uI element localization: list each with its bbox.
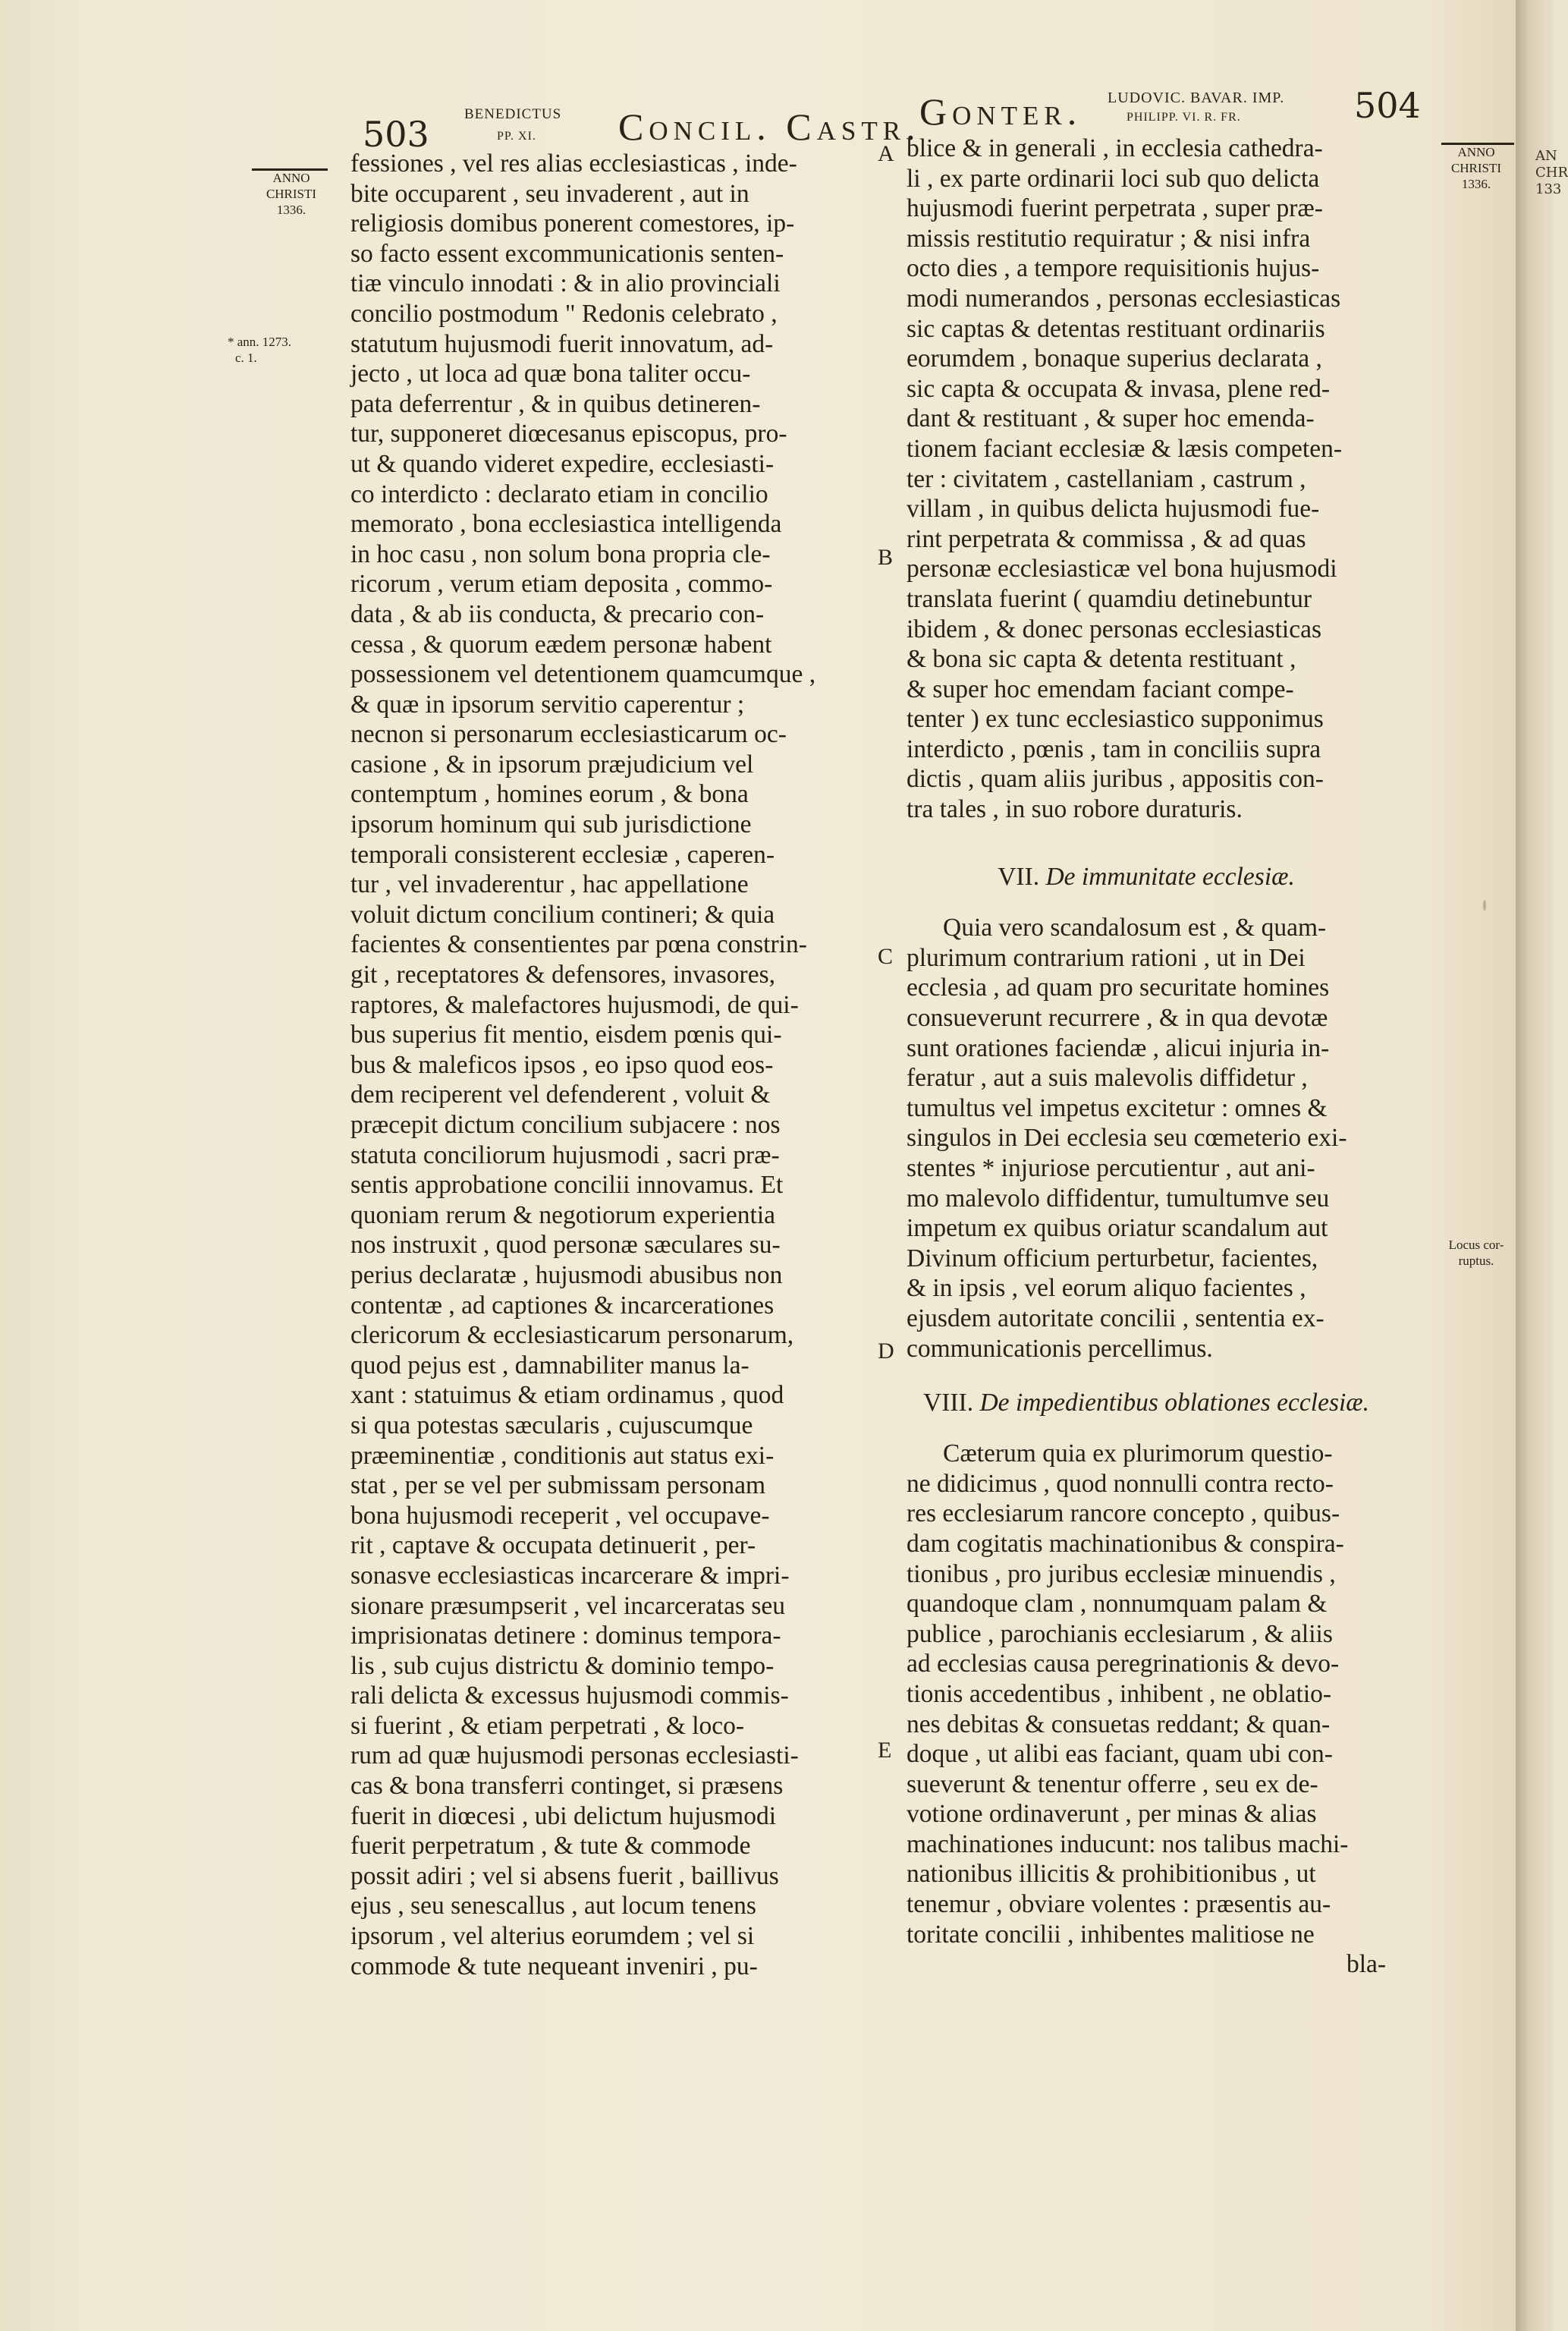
adjacent-page-edge [1516,0,1568,2331]
spacer [907,899,1386,913]
text-line: ibidem , & donec personas ecclesiasticas [907,615,1321,643]
anno-word: ANNO [272,171,310,185]
text-line: modi numerandos , personas ecclesiasticas [907,284,1341,313]
text-line: sic capta & occupata & invasa, plene red- [907,374,1331,403]
spacer [907,1364,1386,1380]
section-vii-body [907,913,1386,1364]
text-line: bla- [1346,1950,1387,1979]
text-line: bus & maleficos ipsos , eo ipso quod eos- [350,1050,774,1079]
text-line: perius declaratæ , hujusmodi abusibus non [350,1260,783,1289]
text-line: sentis approbatione concilii innovamus. Et [350,1171,784,1200]
text-line: casione , & in ipsorum præjudicium vel [350,750,754,779]
text-line: votione ordinaverunt , per minas & alias [907,1800,1317,1829]
left-running-subhead: PP. XI. [497,130,536,143]
text-line: præcepit dictum concilium subjacere : nos [350,1111,781,1139]
section-letter-d: D [878,1339,894,1364]
text-line: villam , in quibus delicta hujusmodi fue- [907,495,1320,524]
text-line: stat , per se vel per submissam personam [350,1471,766,1500]
text-line: dant & restituant , & super hoc emenda- [907,404,1315,433]
text-line: ejus , seu senescallus , aut locum tenens [350,1892,756,1920]
right-column-continuation [907,134,1386,825]
spacer [907,825,1386,855]
text-line: nos instruxit , quod personæ sæculares su- [350,1231,781,1260]
gutter-fragment: 133 [1535,181,1562,197]
text-line: nationibus illicitis & prohibitionibus , ut [907,1860,1316,1889]
text-line: rint perpetrata & commissa , & ad quas [907,524,1306,553]
gutter-fragment: CHR [1535,165,1568,181]
text-line: tionis accedentibus , inhibent , ne oblatio- [907,1679,1332,1708]
text-line: statuta conciliorum hujusmodi , sacri præ- [350,1140,780,1169]
section-letter-b: B [878,545,894,570]
section-viii-number: VIII. [923,1389,974,1417]
text-line: & quæ in ipsorum servitio caperentur ; [350,690,745,719]
text-line: rum ad quæ hujusmodi personas ecclesiasti- [350,1741,799,1770]
section-vii-heading [907,854,1386,899]
text-line: ejusdem autoritate concilii , sententia ex- [907,1304,1324,1332]
gutter-fragment: AN [1535,148,1557,164]
text-line: interdicto , pœnis , tam in conciliis supra [907,735,1321,763]
text-line: impetum ex quibus oriatur scandalum aut [907,1214,1328,1243]
text-line: rit , captave & occupata detinuerit , per- [350,1531,756,1560]
text-line: mo malevolo diffidentur, tumultumve seu [907,1184,1330,1213]
reference-chapter: c. 1. [235,351,257,365]
text-line: blice & in generali , in ecclesia cathedra- [907,134,1323,162]
anno-note-right [1437,144,1516,192]
text-line: statutum hujusmodi fuerit innovatum, ad- [350,329,774,358]
text-line: sic captas & detentas restituant ordinariis [907,314,1325,343]
locus-note-line: Locus cor- [1448,1238,1504,1252]
text-line: stentes * injuriose percutientur , aut ani- [907,1154,1315,1182]
text-line: res ecclesiarum rancore concepto , quibus- [907,1499,1340,1528]
text-line: & super hoc emendam faciant compe- [907,675,1294,703]
text-line: doque , ut alibi eas faciant, quam ubi con- [907,1740,1333,1769]
section-vii-title: De immunitate ecclesiæ. [1045,863,1295,892]
text-line: tiæ vinculo innodati : & in alio provinciali [350,269,781,298]
section-viii-heading [907,1380,1386,1425]
text-line: rali delicta & excessus hujusmodi commis- [350,1681,789,1710]
text-line: ecclesia , ad quam pro securitate homines [907,974,1330,1002]
text-line: li , ex parte ordinarii loci sub quo delicta [907,164,1320,193]
section-letter-e: E [878,1738,892,1763]
text-line: sionare præsumpserit , vel incarceratas seu [350,1591,786,1620]
text-line: sueverunt & tenentur offerre , seu ex de- [907,1769,1318,1798]
text-line: cas & bona transferri continget, si præsens [350,1772,784,1801]
text-line: memorato , bona ecclesiastica intelligenda [350,510,782,539]
text-line: dem reciperent vel defenderent , voluit & [350,1081,771,1109]
text-line: si qua potestas sæcularis , cujuscumque [350,1411,753,1439]
text-line: & in ipsis , vel eorum aliquo facientes , [907,1274,1306,1303]
text-line: dictis , quam aliis juribus , appositis con- [907,765,1324,794]
text-line: singulos in Dei ecclesia seu cœmeterio exi- [907,1124,1347,1153]
right-running-subhead: PHILIPP. VI. R. FR. [1127,111,1241,124]
text-line: quoniam rerum & negotiorum experientia [350,1200,776,1229]
text-line: co interdicto : declarato etiam in concilio [350,480,768,508]
text-line: contentæ , ad captiones & incarcerationes [350,1291,775,1320]
text-line: tur , vel invaderentur , hac appellatione [350,870,749,899]
text-line: raptores, & malefactores hujusmodi, de qui- [350,990,799,1019]
text-line: translata fuerint ( quamdiu detinebuntur [907,584,1312,613]
text-line: tionem faciant ecclesiæ & læsis competen- [907,434,1342,463]
text-line: clericorum & ecclesiasticarum personarum, [350,1321,794,1350]
anno-year: 1336. [1461,177,1491,191]
anno-note-left [250,170,332,218]
text-line: Divinum officium perturbetur, facientes, [907,1244,1318,1272]
text-line: ter : civitatem , castellaniam , castrum , [907,464,1306,493]
text-line: machinationes inducunt: nos talibus machi- [907,1829,1349,1858]
right-page-number: 504 [1354,85,1421,126]
right-text-column [907,134,1386,1980]
text-line: data , & ab iis conducta, & precario con- [350,599,765,628]
text-line: communicationis percellimus. [907,1334,1213,1363]
text-line: xant : statuimus & etiam ordinamus , quod [350,1381,784,1410]
left-text-column [350,149,815,1981]
reference-year: * ann. 1273. [228,335,292,349]
anno-word: ANNO [1457,145,1495,159]
text-line: in hoc casu , non solum bona propria cle- [350,539,771,568]
text-line: voluit dictum concilium contineri; & quia [350,900,775,929]
text-line: si fuerint , & etiam perpetrati , & loco- [350,1711,745,1740]
section-viii-body [907,1439,1386,1980]
text-line: cessa , & quorum eædem personæ habent [350,630,772,659]
text-line: lis , sub cujus districtu & dominio tempo- [350,1651,775,1680]
section-letter-c: C [878,944,894,969]
text-line: tra tales , in suo robore duraturis. [907,795,1243,824]
text-line: contemptum , homines eorum , & bona [350,780,749,809]
text-line: dam cogitatis machinationibus & conspira- [907,1529,1344,1558]
text-line: tumultus vel impetus excitetur : omnes & [907,1093,1328,1122]
text-line: personæ ecclesiasticæ vel bona hujusmodi [907,555,1337,584]
text-line: tur, supponeret diœcesanus episcopus, pro- [350,420,787,448]
left-page-number: 503 [363,114,429,155]
left-running-head: BENEDICTUS [464,106,562,122]
text-line: nes debitas & consuetas reddant; & quan- [907,1710,1331,1738]
text-line: git , receptatores & defensores, invasores, [350,961,775,989]
text-line: feratur , aut a suis malevolis diffidetur , [907,1064,1308,1093]
section-viii-title: De impedientibus oblationes ecclesiæ. [979,1389,1370,1417]
text-line: so facto essent excommunicationis senten- [350,239,784,268]
text-line: tenemur , obviare volentes : præsentis au- [907,1890,1331,1919]
locus-note-line: ruptus. [1458,1254,1494,1268]
text-line: concilio postmodum " Redonis celebrato , [350,299,778,328]
text-line: hujusmodi fuerint perpetrata , super præ- [907,194,1323,223]
text-line: fuerit in diœcesi , ubi delictum hujusmodi [350,1801,777,1830]
text-line: Quia vero scandalosum est , & quam- [943,914,1327,942]
spacer [907,1425,1386,1439]
text-line: ipsorum hominum qui sub jurisdictione [350,810,752,839]
text-line: pata deferrentur , & in quibus detineren- [350,389,761,418]
text-line: sonasve ecclesiasticas incarcerare & impri- [350,1561,790,1590]
text-line: toritate concilii , inhibentes malitiose ne [907,1920,1315,1949]
section-letter-a: A [878,141,894,166]
text-line: temporali consisterent ecclesiæ , caperen- [350,840,775,869]
text-line: imprisionatas detinere : dominus tempora- [350,1622,781,1650]
text-line: præeminentiæ , conditionis aut status exi- [350,1441,775,1470]
text-line: quandoque clam , nonnumquam palam & [907,1590,1328,1618]
paper-speck [1483,900,1486,911]
text-line: consueverunt recurrere , & in qua devotæ [907,1004,1328,1033]
text-line: commode & tute nequeant inveniri , pu- [350,1952,758,1980]
text-line: ricorum , verum etiam deposita , commo- [350,570,773,599]
text-line: fuerit perpetratum , & tute & commode [350,1832,751,1861]
text-line: quod pejus est , damnabiliter manus la- [350,1351,749,1379]
text-line: tenter ) ex tunc ecclesiastico supponimus [907,705,1324,734]
text-line: octo dies , a tempore requisitionis hujus- [907,254,1320,283]
text-line: ut & quando videret expedire, ecclesiasti- [350,449,775,478]
text-line: necnon si personarum ecclesiasticarum oc- [350,720,787,749]
text-line: facientes & consentientes par pœna constrin- [350,930,807,959]
text-line: religiosis domibus ponerent comestores, ip- [350,209,795,238]
locus-corruptus-note [1437,1237,1516,1269]
text-line: & bona sic capta & detenta restituant , [907,645,1296,674]
running-title-right: Gonter. [919,90,1083,133]
section-vii-number: VII. [998,863,1040,892]
text-line: Cæterum quia ex plurimorum questio- [943,1439,1333,1468]
anno-year: 1336. [276,203,306,217]
text-line: bona hujusmodi receperit , vel occupave- [350,1501,770,1530]
text-line: plurimum contrarium rationi , ut in Dei [907,943,1306,972]
text-line: ad ecclesias causa peregrinationis & devo- [907,1650,1340,1678]
text-line: ne didicimus , quod nonnulli contra recto- [907,1469,1334,1498]
running-title-left: Concil. Castr. [618,105,921,148]
reference-note [228,334,341,366]
text-line: fessiones , vel res alias ecclesiasticas , inde- [350,149,797,178]
right-running-head: LUDOVIC. BAVAR. IMP. [1108,90,1285,106]
text-line: eorumdem , bonaque superius declarata , [907,344,1322,373]
paper-speck [948,1480,951,1482]
text-line: missis restitutio requiratur ; & nisi infra [907,224,1311,253]
christi-word: CHRISTI [1450,161,1502,175]
text-line: bite occuparent , seu invaderent , aut in [350,179,749,208]
text-line: publice , parochianis ecclesiarum , & aliis [907,1619,1333,1648]
text-line: possessionem vel detentionem quamcumque , [350,660,816,689]
text-line: jecto , ut loca ad quæ bona taliter occu- [350,360,751,388]
text-line: bus superius fit mentio, eisdem pœnis qui- [350,1021,782,1049]
text-line: possit adiri ; vel si absens fuerit , baillivus [350,1861,779,1890]
christi-word: CHRISTI [266,187,317,201]
text-line: sunt orationes faciendæ , alicui injuria in- [907,1033,1330,1062]
text-line: tionibus , pro juribus ecclesiæ minuendis , [907,1559,1336,1588]
text-line: ipsorum , vel alterius eorumdem ; vel si [350,1922,755,1951]
